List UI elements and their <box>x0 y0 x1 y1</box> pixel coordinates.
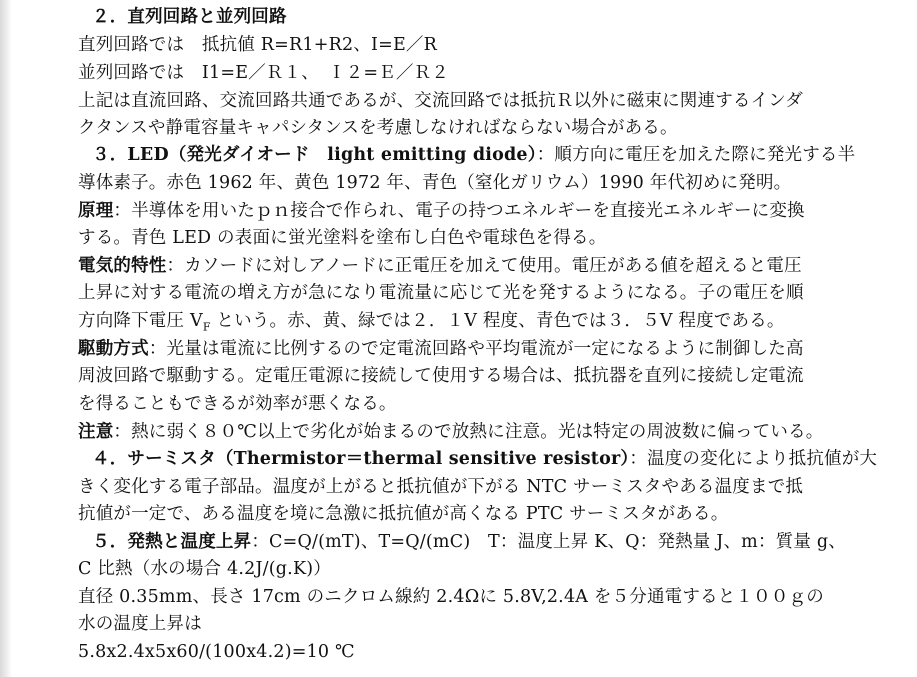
text-line: する。青色 LED の表面に蛍光塗料を塗布し白色や電球色を得る。 <box>78 228 607 248</box>
text-line: クタンスや静電容量キャパシタンスを考慮しなければならない場合がある。 <box>78 118 678 138</box>
text-span: ：熱に弱く８０℃以上で劣化が始まるので放熱に注意。光は特定の周波数に偏っている。 <box>113 422 824 442</box>
label-drive: 駆動方式 <box>78 339 149 359</box>
text-line: 上記は直流回路、交流回路共通であるが、交流回路では抵抗Ｒ以外に磁束に関連するインダ <box>78 91 803 111</box>
caution-line <box>78 421 823 443</box>
text-line: 抗値が一定で、ある温度を境に急激に抵抗値が高くなる PTC サーミスタがある。 <box>78 504 729 524</box>
label-principle: 原理 <box>78 201 114 221</box>
text-span: ：カソードに対しアノードに正電圧を加えて使用。電圧がある値を超えると電圧 <box>166 256 802 276</box>
text-span: 方向降下電圧 V <box>78 311 203 331</box>
text-line: 直列回路では 抵抗値 R=R1+R2、I=E／R <box>78 35 438 55</box>
drive-line <box>78 338 804 360</box>
text-line: 上昇に対する電流の増え方が急になり電流量に応じて光を発するようになる。子の電圧を順 <box>78 283 804 303</box>
text-line: C 比熱（水の場合 4.2J/(g.K)） <box>78 559 331 579</box>
vf-line <box>78 310 785 339</box>
text-span: ：半導体を用いたｐｎ接合で作られ、電子の持つエネルギーを直接光エネルギーに変換 <box>113 201 805 221</box>
text-span: ：温度の変化により抵抗値が大 <box>629 449 878 469</box>
heading-series-parallel: ２．直列回路と並列回路 <box>92 7 287 27</box>
text-line: 直径 0.35mm、長さ 17cm のニクロム線約 2.4Ωに 5.8V,2.4A を５分通電すると１００ｇの <box>78 587 824 607</box>
heading-thermistor-line <box>92 448 877 470</box>
text-span: ：順方向に電圧を加えた際に発光する半 <box>536 145 856 165</box>
text-line: 導体素子。赤色 1962 年、黄色 1972 年、青色（窒化ガリウム）1990 年代初めに発明。 <box>78 173 792 193</box>
heading-thermistor: ４．サーミスタ（Thermistor＝thermal sensitive resistor） <box>92 449 630 469</box>
text-line: を得ることもできるが効率が悪くなる。 <box>78 394 397 414</box>
principle-line <box>78 200 805 222</box>
electrical-line <box>78 255 802 277</box>
heading-heat: ５．発熱と温度上昇 <box>92 532 252 552</box>
text-line: 水の温度上昇は <box>78 614 202 634</box>
subscript-f: F <box>202 320 211 334</box>
label-electrical: 電気的特性 <box>78 256 167 276</box>
text-span: ：光量は電流に比例するので定電流回路や平均電流が一定になるように制御した高 <box>148 339 804 359</box>
text-line: 周波回路で駆動する。定電圧電源に接続して使用する場合は、抵抗器を直列に接続し定電流 <box>78 366 804 386</box>
heading-led-line <box>92 144 855 166</box>
label-caution: 注意 <box>78 422 114 442</box>
scan-edge-shadow <box>0 0 12 677</box>
text-span: という。赤、黄、緑では２．１V 程度、青色では３．５V 程度である。 <box>210 311 785 331</box>
heading-led: ３．LED（発光ダイオード light emitting diode） <box>92 145 537 165</box>
text-line: きく変化する電子部品。温度が上がると抵抗値が下がる NTC サーミスタやある温度まで抵 <box>78 477 804 497</box>
heading-heat-line <box>92 531 846 553</box>
text-span: ：C=Q/(mT)、T=Q/(mC) T：温度上昇 K、Q：発熱量 J、m：質量 g、 <box>251 532 846 552</box>
text-line: 並列回路では I1=E／Ｒ１、 Ｉ２=Ｅ／Ｒ２ <box>78 63 449 83</box>
formula-result: 5.8x2.4x5x60/(100x4.2)=10 ℃ <box>78 642 355 662</box>
